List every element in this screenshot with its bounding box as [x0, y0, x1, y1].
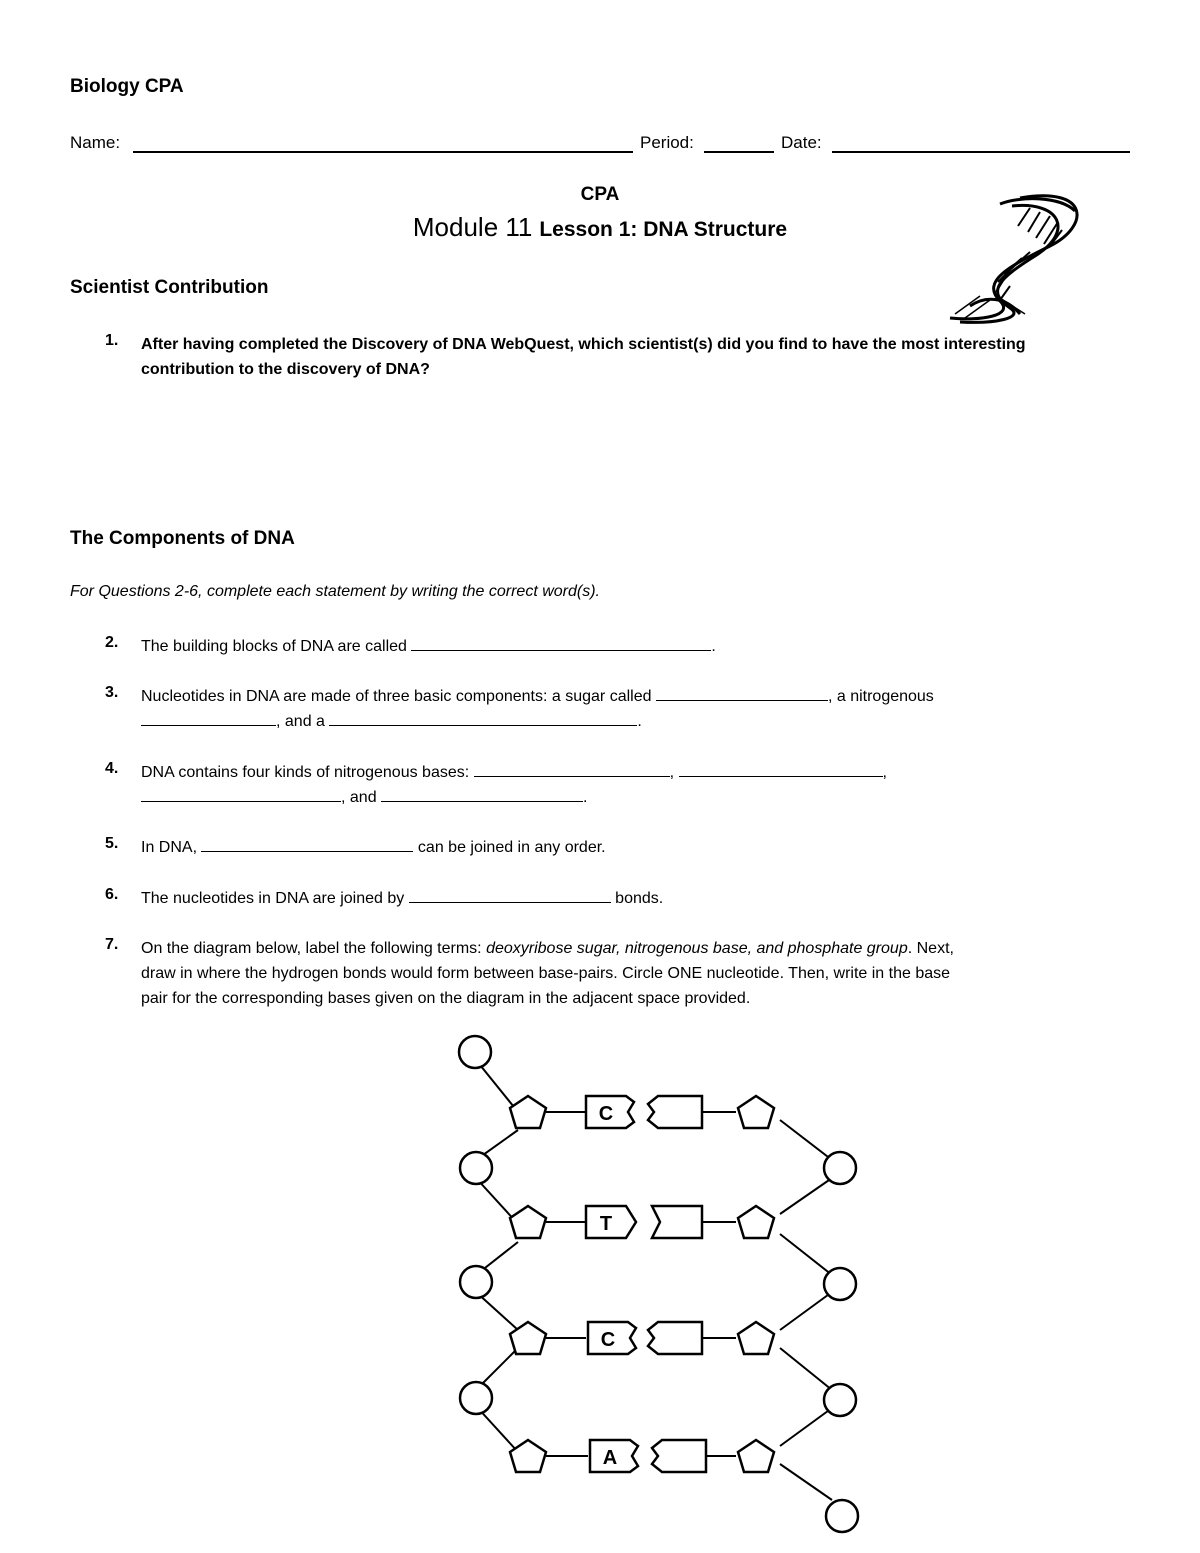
q3-text-c: , and a	[276, 713, 325, 730]
period-field[interactable]	[704, 151, 774, 153]
q2-text-a: The building blocks of DNA are called	[141, 638, 407, 655]
phosphate-circle	[824, 1384, 856, 1416]
name-field[interactable]	[133, 151, 633, 153]
phosphate-circle	[459, 1036, 491, 1068]
phosphate-circle	[824, 1152, 856, 1184]
phosphate-circle	[460, 1266, 492, 1298]
sugar-pentagon	[510, 1440, 546, 1472]
q6-text	[141, 886, 1121, 911]
q1-line1: After having completed the Discovery of DNA WebQuest, which scientist(s) did you find to have the most interesting	[141, 336, 1026, 353]
sugar-pentagon	[738, 1440, 774, 1472]
name-label: Name:	[70, 133, 121, 152]
base-shape-right[interactable]	[648, 1322, 702, 1354]
q4-number: 4.	[105, 760, 119, 777]
q4-text-a: DNA contains four kinds of nitrogenous bases:	[141, 764, 470, 781]
q3-blank-phosphate[interactable]	[329, 711, 637, 726]
phosphate-circle	[824, 1268, 856, 1300]
phosphate-circle	[826, 1500, 858, 1532]
q4-text-b: ,	[669, 764, 675, 781]
q5-blank[interactable]	[201, 837, 413, 852]
q2-text	[141, 634, 1121, 659]
instructions: For Questions 2-6, complete each statement by writing the correct word(s).	[70, 583, 600, 600]
q7-line2: draw in where the hydrogen bonds would form between base-pairs. Circle ONE nucleotide. Then, write in the base	[141, 965, 951, 982]
q1-text	[141, 332, 1121, 382]
q5-text-a: In DNA,	[141, 839, 198, 856]
q3-text-b: , a nitrogenous	[827, 688, 934, 705]
base-label: T	[599, 1213, 613, 1235]
q5-number: 5.	[105, 835, 119, 852]
section-heading-scientist: Scientist Contribution	[70, 277, 269, 298]
sugar-pentagon	[510, 1096, 546, 1128]
sugar-pentagon	[738, 1206, 774, 1238]
q4-blank-2[interactable]	[679, 762, 883, 777]
title-module: Module 11	[412, 212, 533, 242]
q1-number: 1.	[105, 332, 119, 349]
q3-number: 3.	[105, 684, 119, 701]
sugar-pentagon	[738, 1322, 774, 1354]
q3-text-d: .	[637, 713, 642, 730]
q7-text-1a: On the diagram below, label the following terms:	[141, 940, 487, 957]
q5-text-b: can be joined in any order.	[417, 839, 606, 856]
base-label: A	[602, 1447, 618, 1469]
date-label: Date:	[781, 133, 822, 152]
dna-diagram	[440, 1030, 880, 1540]
course-title: Biology CPA	[70, 76, 184, 97]
sugar-pentagon	[510, 1206, 546, 1238]
phosphate-circle	[460, 1152, 492, 1184]
q7-line3: pair for the corresponding bases given on the diagram in the adjacent space provided.	[141, 990, 751, 1007]
sugar-pentagon	[738, 1096, 774, 1128]
q5-text	[141, 835, 1121, 860]
q6-blank[interactable]	[409, 888, 611, 903]
q1-line2: contribution to the discovery of DNA?	[141, 361, 430, 378]
q4-text	[141, 760, 1121, 810]
q7-text-1c: . Next,	[907, 940, 954, 957]
q6-text-a: The nucleotides in DNA are joined by	[141, 890, 405, 907]
base-label: C	[600, 1329, 616, 1351]
base-shape-right[interactable]	[652, 1206, 702, 1238]
q4-blank-3[interactable]	[141, 787, 341, 802]
q6-text-b: bonds.	[615, 890, 664, 907]
q4-blank-1[interactable]	[474, 762, 670, 777]
base-label: C	[598, 1103, 614, 1125]
q3-blank-base[interactable]	[141, 711, 276, 726]
q2-text-b: .	[711, 638, 716, 655]
date-field[interactable]	[832, 151, 1130, 153]
q7-number: 7.	[105, 936, 119, 953]
section-heading-components: The Components of DNA	[70, 528, 295, 549]
title-lesson: Lesson 1: DNA Structure	[539, 218, 788, 241]
q6-number: 6.	[105, 886, 119, 903]
q7-text	[141, 936, 1121, 1011]
q3-text-a: Nucleotides in DNA are made of three basic components: a sugar called	[141, 688, 652, 705]
q4-text-e: .	[583, 789, 588, 806]
base-shape-right[interactable]	[648, 1096, 702, 1128]
base-shape-right[interactable]	[652, 1440, 706, 1472]
dna-helix-icon	[940, 186, 1095, 326]
q7-text-1b: deoxyribose sugar, nitrogenous base, and phosphate group	[486, 940, 908, 957]
q2-blank[interactable]	[411, 636, 711, 651]
q4-text-d: , and	[341, 789, 377, 806]
q3-text	[141, 684, 1121, 734]
q4-text-c: ,	[882, 764, 887, 781]
period-label: Period:	[640, 133, 694, 152]
q2-number: 2.	[105, 634, 119, 651]
phosphate-circle	[460, 1382, 492, 1414]
q4-blank-4[interactable]	[381, 787, 583, 802]
q3-blank-sugar[interactable]	[656, 686, 828, 701]
title-cpa: CPA	[580, 184, 620, 205]
